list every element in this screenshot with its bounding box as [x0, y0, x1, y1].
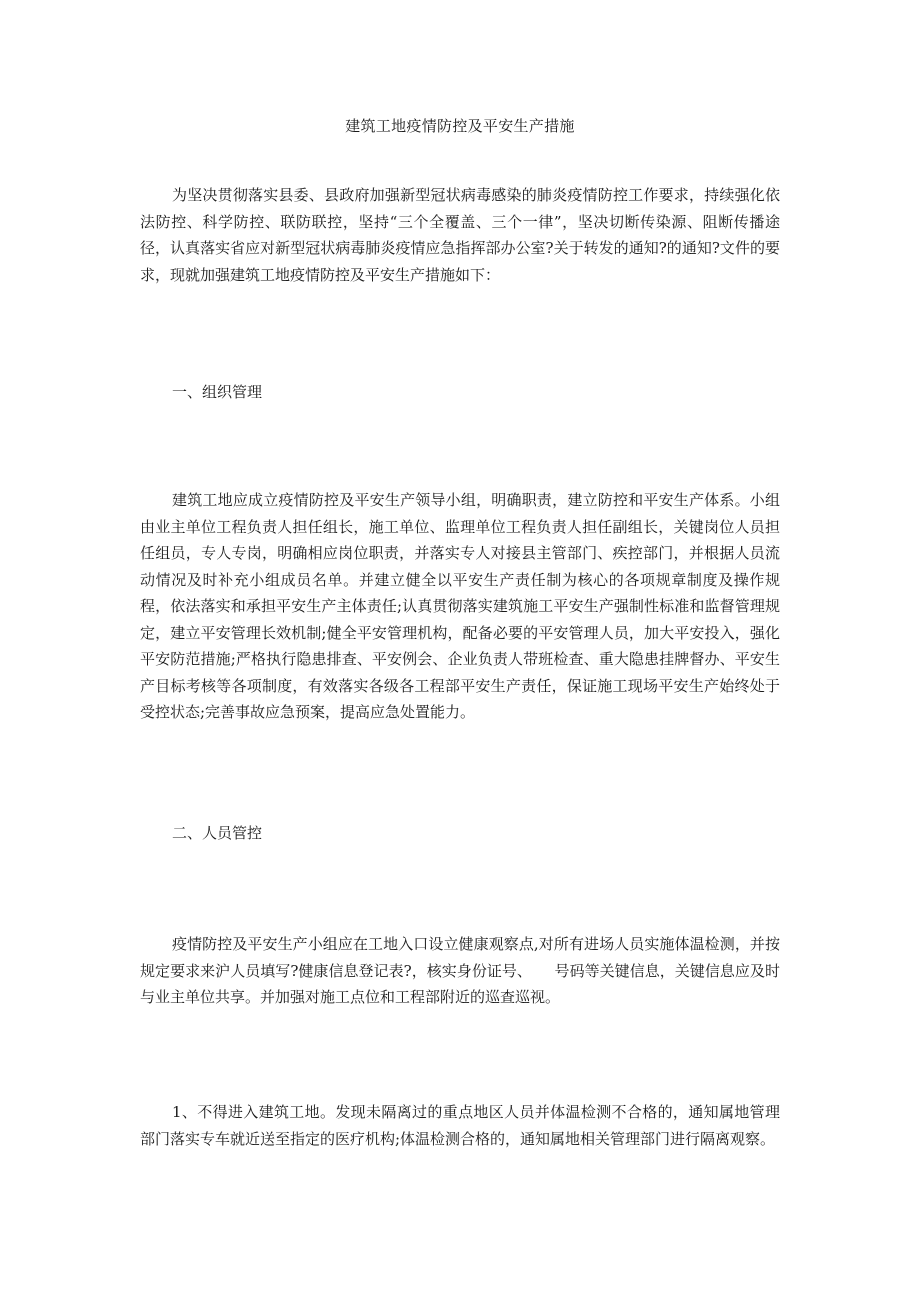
section-heading-organization: 一、组织管理 — [172, 383, 263, 401]
document-title: 建筑工地疫情防控及平安生产措施 — [345, 117, 575, 135]
organization-paragraph: 建筑工地应成立疫情防控及平安生产领导小组，明确职责，建立防控和平安生产体系。小组由业主单位工程负责人担任组长，施工单位、监理单位工程负责人担任副组长，关键岗位人员担任组员，专人专岗，明确相应岗位职责，并落实专人对接县主管部门、疾控部门，并根据人员流动情况及时补充小组成员名单。并建立健全以平安生产责任制为核心的各项规章制度及操作规程，依法落实和承担平安生产主体责任;认真贯彻落实建筑施工平安生产强制性标准和监督管理规定，建立平安管理长效机制;健全平安管理机构，配备必要的平安管理人员，加大平安投入，强化平安防范措施;严格执行隐患排查、平安例会、企业负责人带班检查、重大隐患挂牌督办、平安生产目标考核等各项制度，有效落实各级各工程部平安生产责任，保证施工现场平安生产始终处于受控状态;完善事故应急预案，提高应急处置能力。 — [140, 491, 780, 721]
section-heading-personnel: 二、人员管控 — [172, 824, 263, 842]
list-item-1: 1、不得进入建筑工地。发现未隔离过的重点地区人员并体温检测不合格的，通知属地管理部门落实专车就近送至指定的医疗机构;体温检测合格的，通知属地相关管理部门进行隔离观察。 — [140, 1103, 780, 1148]
personnel-paragraph: 疫情防控及平安生产小组应在工地入口设立健康观察点,对所有进场人员实施体温检测，并按规定要求来沪人员填写?健康信息登记表?，核实身份证号、 号码等关键信息，关键信息应及时与业主单位共享。并加强对施工点位和工程部附近的巡查巡视。 — [140, 935, 780, 1006]
intro-paragraph: 为坚决贯彻落实县委、县政府加强新型冠状病毒感染的肺炎疫情防控工作要求，持续强化依法防控、科学防控、联防联控，坚持“三个全覆盖、三个一律”，坚决切断传染源、阻断传播途径，认真落实省应对新型冠状病毒肺炎疫情应急指挥部办公室?关于转发的通知?的通知?文件的要求，现就加强建筑工地疫情防控及平安生产措施如下： — [140, 186, 780, 284]
